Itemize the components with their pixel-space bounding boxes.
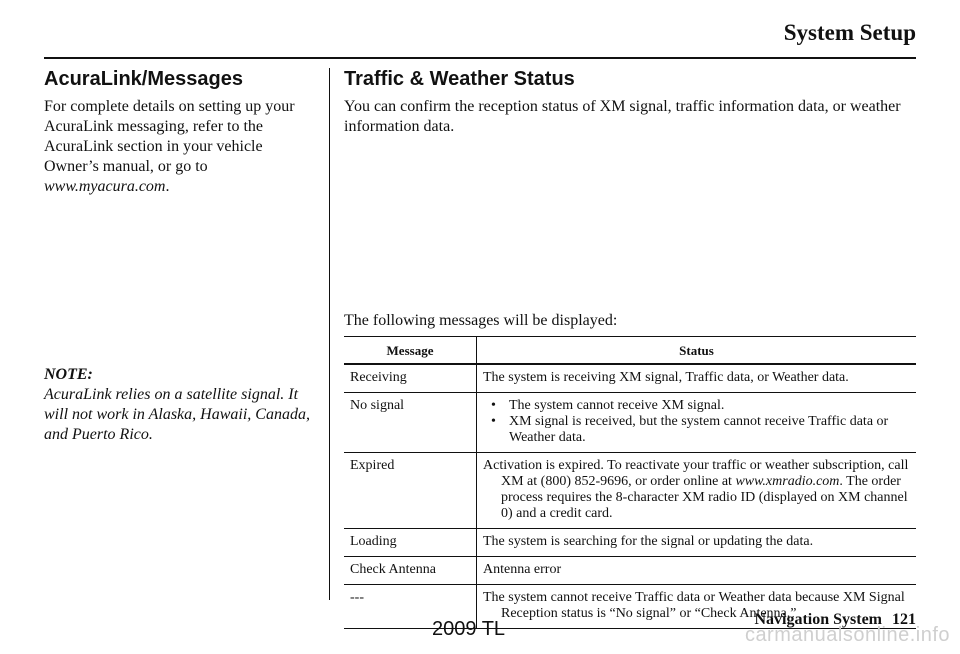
message-cell: No signal bbox=[344, 393, 477, 453]
header-rule bbox=[44, 57, 916, 59]
table-row bbox=[344, 529, 916, 557]
acuralink-body-text: For complete details on setting up your AcuraLink messaging, refer to the AcuraLink section in your vehicle Owner’s manual, or go to bbox=[44, 98, 295, 175]
page-number: 121 bbox=[892, 611, 916, 628]
status-table bbox=[344, 336, 916, 629]
acuralink-body-end: . bbox=[165, 178, 170, 195]
status-cell: The system is searching for the signal or updating the data. bbox=[477, 529, 917, 557]
message-cell: Expired bbox=[344, 453, 477, 529]
messages-lead: The following messages will be displayed: bbox=[344, 312, 618, 329]
footer-section: Navigation System bbox=[754, 611, 882, 628]
watermark: carmanualsonline.info bbox=[744, 624, 950, 646]
list-item bbox=[483, 398, 910, 414]
status-bullet-list bbox=[483, 398, 910, 446]
table-row bbox=[344, 364, 916, 393]
traffic-weather-heading: Traffic & Weather Status bbox=[344, 68, 575, 90]
note-text: AcuraLink relies on a satellite signal. It will not work in Alaska, Hawaii, Canada, and Puerto Rico. bbox=[44, 386, 310, 443]
expired-status-b: . The order process requires the 8-character XM radio ID (displayed on XM channel 0) and a credit card. bbox=[501, 474, 908, 521]
model-label: 2009 TL bbox=[432, 618, 506, 640]
xmradio-url-link[interactable]: www.xmradio.com bbox=[735, 474, 840, 489]
status-cell bbox=[477, 393, 917, 453]
expired-status-text bbox=[483, 458, 910, 522]
column-divider bbox=[329, 68, 330, 600]
expired-status-a: Activation is expired. To reactivate your traffic or weather subscription, call XM at (800) 852-9696, or order online at bbox=[483, 458, 909, 489]
message-cell: Loading bbox=[344, 529, 477, 557]
acuralink-heading: AcuraLink/Messages bbox=[44, 68, 243, 90]
status-cell: Antenna error bbox=[477, 557, 917, 585]
page-header-title: System Setup bbox=[783, 20, 916, 45]
status-cell: The system is receiving XM signal, Traffic data, or Weather data. bbox=[477, 364, 917, 393]
acuralink-url-link[interactable]: www.myacura.com bbox=[44, 178, 166, 195]
note-label: NOTE: bbox=[44, 366, 93, 383]
table-row bbox=[344, 557, 916, 585]
bullet-icon: • bbox=[491, 414, 496, 429]
table-row bbox=[344, 453, 916, 529]
acuralink-note bbox=[44, 365, 314, 445]
status-cell bbox=[477, 453, 917, 529]
bullet-text: The system cannot receive XM signal. bbox=[509, 398, 725, 413]
traffic-weather-section bbox=[344, 68, 916, 137]
col-header-message: Message bbox=[344, 337, 477, 365]
list-item bbox=[483, 414, 910, 446]
table-header-row bbox=[344, 337, 916, 365]
status-text: The system cannot receive Traffic data or Weather data because XM Signal Reception status is “No signal” or “Check Antenna.” bbox=[483, 590, 905, 621]
message-cell: --- bbox=[344, 585, 477, 629]
acuralink-body bbox=[44, 97, 314, 197]
message-cell: Check Antenna bbox=[344, 557, 477, 585]
traffic-weather-intro: You can confirm the reception status of XM signal, traffic information data, or weather information data. bbox=[344, 98, 901, 135]
message-cell: Receiving bbox=[344, 364, 477, 393]
col-header-status: Status bbox=[477, 337, 917, 365]
bullet-text: XM signal is received, but the system cannot receive Traffic data or Weather data. bbox=[509, 414, 889, 445]
table-row bbox=[344, 393, 916, 453]
acuralink-section bbox=[44, 68, 314, 197]
bullet-icon: • bbox=[491, 398, 496, 413]
